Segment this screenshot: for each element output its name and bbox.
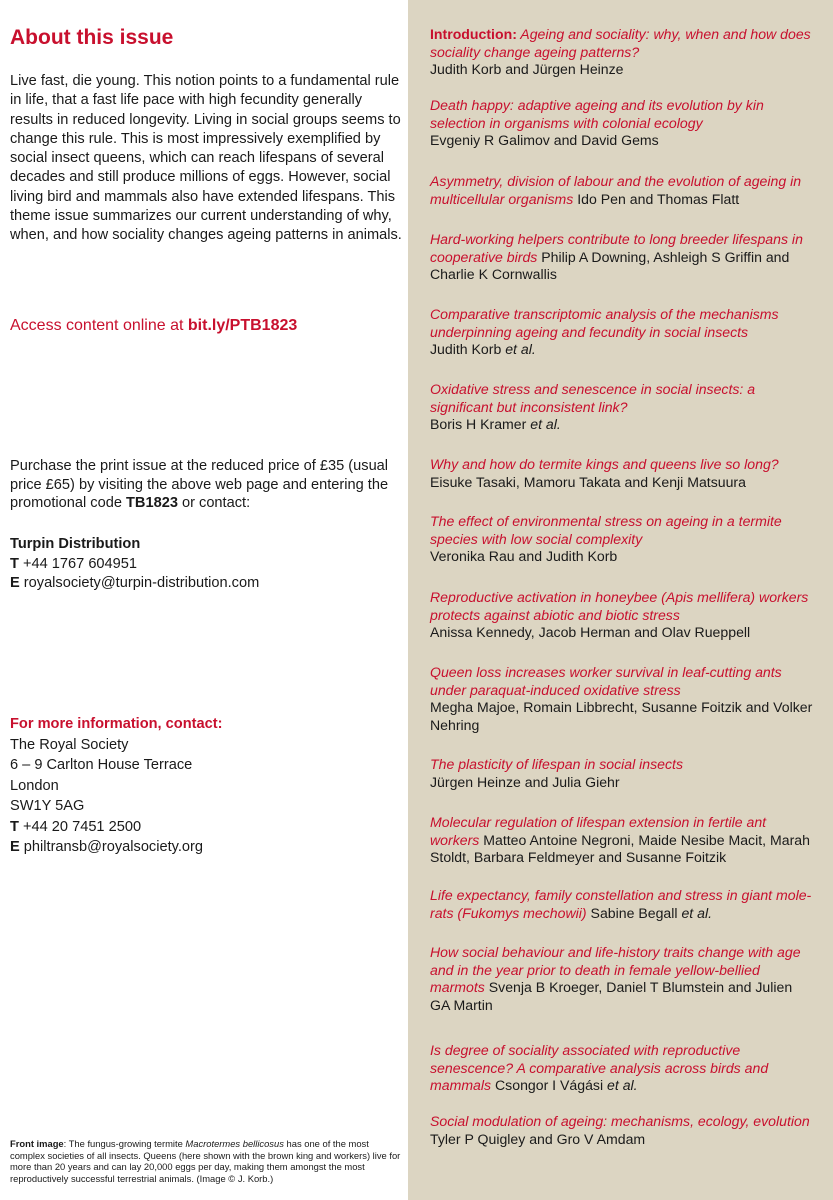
article-title	[430, 756, 683, 772]
org-name: The Royal Society	[10, 736, 129, 753]
article-entry	[430, 26, 815, 79]
article-entry	[430, 231, 815, 284]
more-info-heading: For more information, contact:	[10, 716, 223, 732]
article-etal: et al.	[505, 341, 536, 358]
purchase-paragraph	[10, 457, 405, 513]
article-authors: Ido Pen and Thomas Flatt	[577, 190, 740, 207]
article-title-text: Comparative transcriptomic analysis of the mechanisms underpinning ageing and fecundity in social insects	[430, 306, 779, 340]
turpin-email[interactable]: royalsociety@turpin-distribution.com	[23, 575, 260, 591]
article-entry	[430, 306, 815, 359]
ri-email[interactable]: philtransb@royalsociety.org	[23, 839, 204, 855]
front-image-text2: has one of the most complex societies of all insects. Queens (here shown with the brown king and workers) live for more than 20 years and can lay 20,000 eggs per day, making them amongst the most reproductively successful terrestrial animals. (Image © J. Korb.)	[10, 1138, 401, 1185]
article-etal: et al.	[607, 1077, 638, 1094]
article-label: Introduction:	[430, 26, 517, 42]
article-title	[430, 456, 779, 472]
turpin-tel: +44 1767 604951	[22, 555, 138, 572]
intro-paragraph: Live fast, die young. This notion points to a fundamental rule in life, that a fast life pace with high fecundity generally results in reduced longevity. Living in social groups seems to change this rule. This is most impressively exemplified by social insect queens, which can reach lifespans of several decades and still produce millions of eggs. However, social living bird and mammals also have extended lifespans. This theme issue summarizes our current understanding of why, when, and how sociality changes ageing patterns in animals.	[10, 73, 402, 244]
article-title-text: Oxidative stress and senescence in social insects: a significant but inconsistent link?	[430, 381, 756, 415]
article-title	[430, 664, 782, 698]
article-title-text: The plasticity of lifespan in social insects	[430, 756, 684, 772]
article-entry	[430, 887, 815, 922]
promo-code: TB1823	[126, 495, 178, 512]
article-title-text: Life expectancy, family constellation and stress in giant mole-rats (Fukomys mechowii)	[430, 887, 812, 921]
contents-panel	[408, 0, 833, 1200]
article-entry	[430, 381, 815, 434]
article-title	[430, 513, 782, 547]
article-title-text: Asymmetry, division of labour and the evolution of ageing in multicellular organisms	[430, 173, 802, 207]
article-title-text: Social modulation of ageing: mechanisms, ecology, evolution	[430, 1113, 810, 1129]
article-title	[430, 306, 779, 340]
article-authors: Jürgen Heinze and Julia Giehr	[430, 773, 620, 790]
article-entry	[430, 456, 815, 491]
article-entry	[430, 1113, 815, 1148]
article-entry	[430, 513, 815, 566]
turpin-email-label: E	[10, 575, 20, 591]
article-authors: Megha Majoe, Romain Libbrecht, Susanne Foitzik and Volker Nehring	[430, 699, 813, 733]
article-entry	[430, 944, 815, 1014]
article-entry	[430, 97, 815, 150]
article-entry	[430, 589, 815, 642]
article-authors: Sabine Begall	[590, 904, 678, 921]
article-title-text: Reproductive activation in honeybee (Apis mellifera) workers protects against abiotic and biotic stress	[430, 589, 809, 623]
address-city: London	[10, 777, 59, 794]
article-title-text: Why and how do termite kings and queens live so long?	[430, 456, 779, 472]
article-authors: Judith Korb	[430, 341, 502, 358]
article-entry	[430, 814, 815, 867]
ri-tel: +44 20 7451 2500	[22, 818, 142, 835]
article-authors: Csongor I Vágási	[495, 1077, 604, 1094]
article-title-text: Ageing and sociality: why, when and how does sociality change ageing patterns?	[430, 26, 811, 60]
front-image-species: Macrotermes bellicosus	[185, 1138, 284, 1149]
access-online	[10, 317, 297, 335]
article-title-text: Death happy: adaptive ageing and its evolution by kin selection in organisms with colonial ecology	[430, 97, 764, 131]
address-line: 6 – 9 Carlton House Terrace	[10, 757, 193, 773]
article-title-text: How social behaviour and life-history traits change with age and in the year prior to death in female yellow-bellied marmots	[430, 944, 801, 996]
turpin-name: Turpin Distribution	[10, 536, 141, 552]
turpin-contact	[10, 535, 259, 594]
article-etal: et al.	[681, 904, 713, 921]
ri-email-label: E	[10, 839, 20, 855]
purchase-suffix: or contact:	[177, 495, 251, 512]
article-entry	[430, 1042, 815, 1095]
article-title	[430, 97, 764, 131]
access-prefix: Access content online at	[10, 317, 188, 334]
about-panel	[0, 0, 408, 1200]
article-authors: Svenja B Kroeger, Daniel T Blumstein and Julien GA Martin	[430, 979, 793, 1013]
article-title-text: The effect of environmental stress on ageing in a termite species with low social complexity	[430, 513, 782, 547]
address-postcode: SW1Y 5AG	[10, 798, 85, 814]
article-title-text: Hard-working helpers contribute to long breeder lifespans in cooperative birds	[430, 231, 803, 265]
article-title	[430, 589, 808, 623]
article-title-text: Is degree of sociality associated with reproductive senescence? A comparative analysis across birds and mammals	[430, 1042, 769, 1094]
article-title-text: Molecular regulation of lifespan extension in fertile ant workers	[430, 814, 767, 848]
article-authors: Anissa Kennedy, Jacob Herman and Olav Rueppell	[430, 624, 751, 641]
article-entry	[430, 173, 815, 208]
article-entry	[430, 756, 815, 791]
front-image-caption	[10, 1138, 405, 1185]
article-authors: Philip A Downing, Ashleigh S Griffin and Charlie K Cornwallis	[430, 248, 790, 283]
article-etal: et al.	[530, 416, 561, 433]
article-entry	[430, 664, 815, 734]
more-info-contact	[10, 714, 222, 858]
access-link[interactable]: bit.ly/PTB1823	[187, 317, 298, 334]
article-authors: Veronika Rau and Judith Korb	[430, 548, 618, 565]
article-authors: Evgeniy R Galimov and David Gems	[430, 132, 659, 149]
ri-tel-label: T	[10, 818, 19, 835]
article-authors: Matteo Antoine Negroni, Maide Nesibe Macit, Marah Stoldt, Barbara Feldmeyer and Susanne Foitzik	[430, 831, 810, 866]
purchase-text: Purchase the print issue at the reduced price of £35 (usual price £65) by visiting the above web page and entering the promotional code	[10, 458, 389, 512]
article-authors: Boris H Kramer	[430, 416, 527, 433]
front-image-text1: : The fungus-growing termite	[63, 1138, 186, 1149]
article-authors: Tyler P Quigley and Gro V Amdam	[430, 1130, 646, 1147]
front-image-label: Front image	[10, 1138, 64, 1149]
article-authors: Eisuke Tasaki, Mamoru Takata and Kenji Matsuura	[430, 473, 746, 490]
turpin-tel-label: T	[10, 555, 19, 572]
article-title	[430, 1113, 810, 1129]
page-title: About this issue	[10, 26, 174, 49]
article-title-text: Queen loss increases worker survival in leaf-cutting ants under paraquat-induced oxidative stress	[430, 664, 782, 698]
article-title	[430, 381, 755, 415]
article-title	[430, 26, 811, 60]
article-authors: Judith Korb and Jürgen Heinze	[430, 61, 624, 78]
